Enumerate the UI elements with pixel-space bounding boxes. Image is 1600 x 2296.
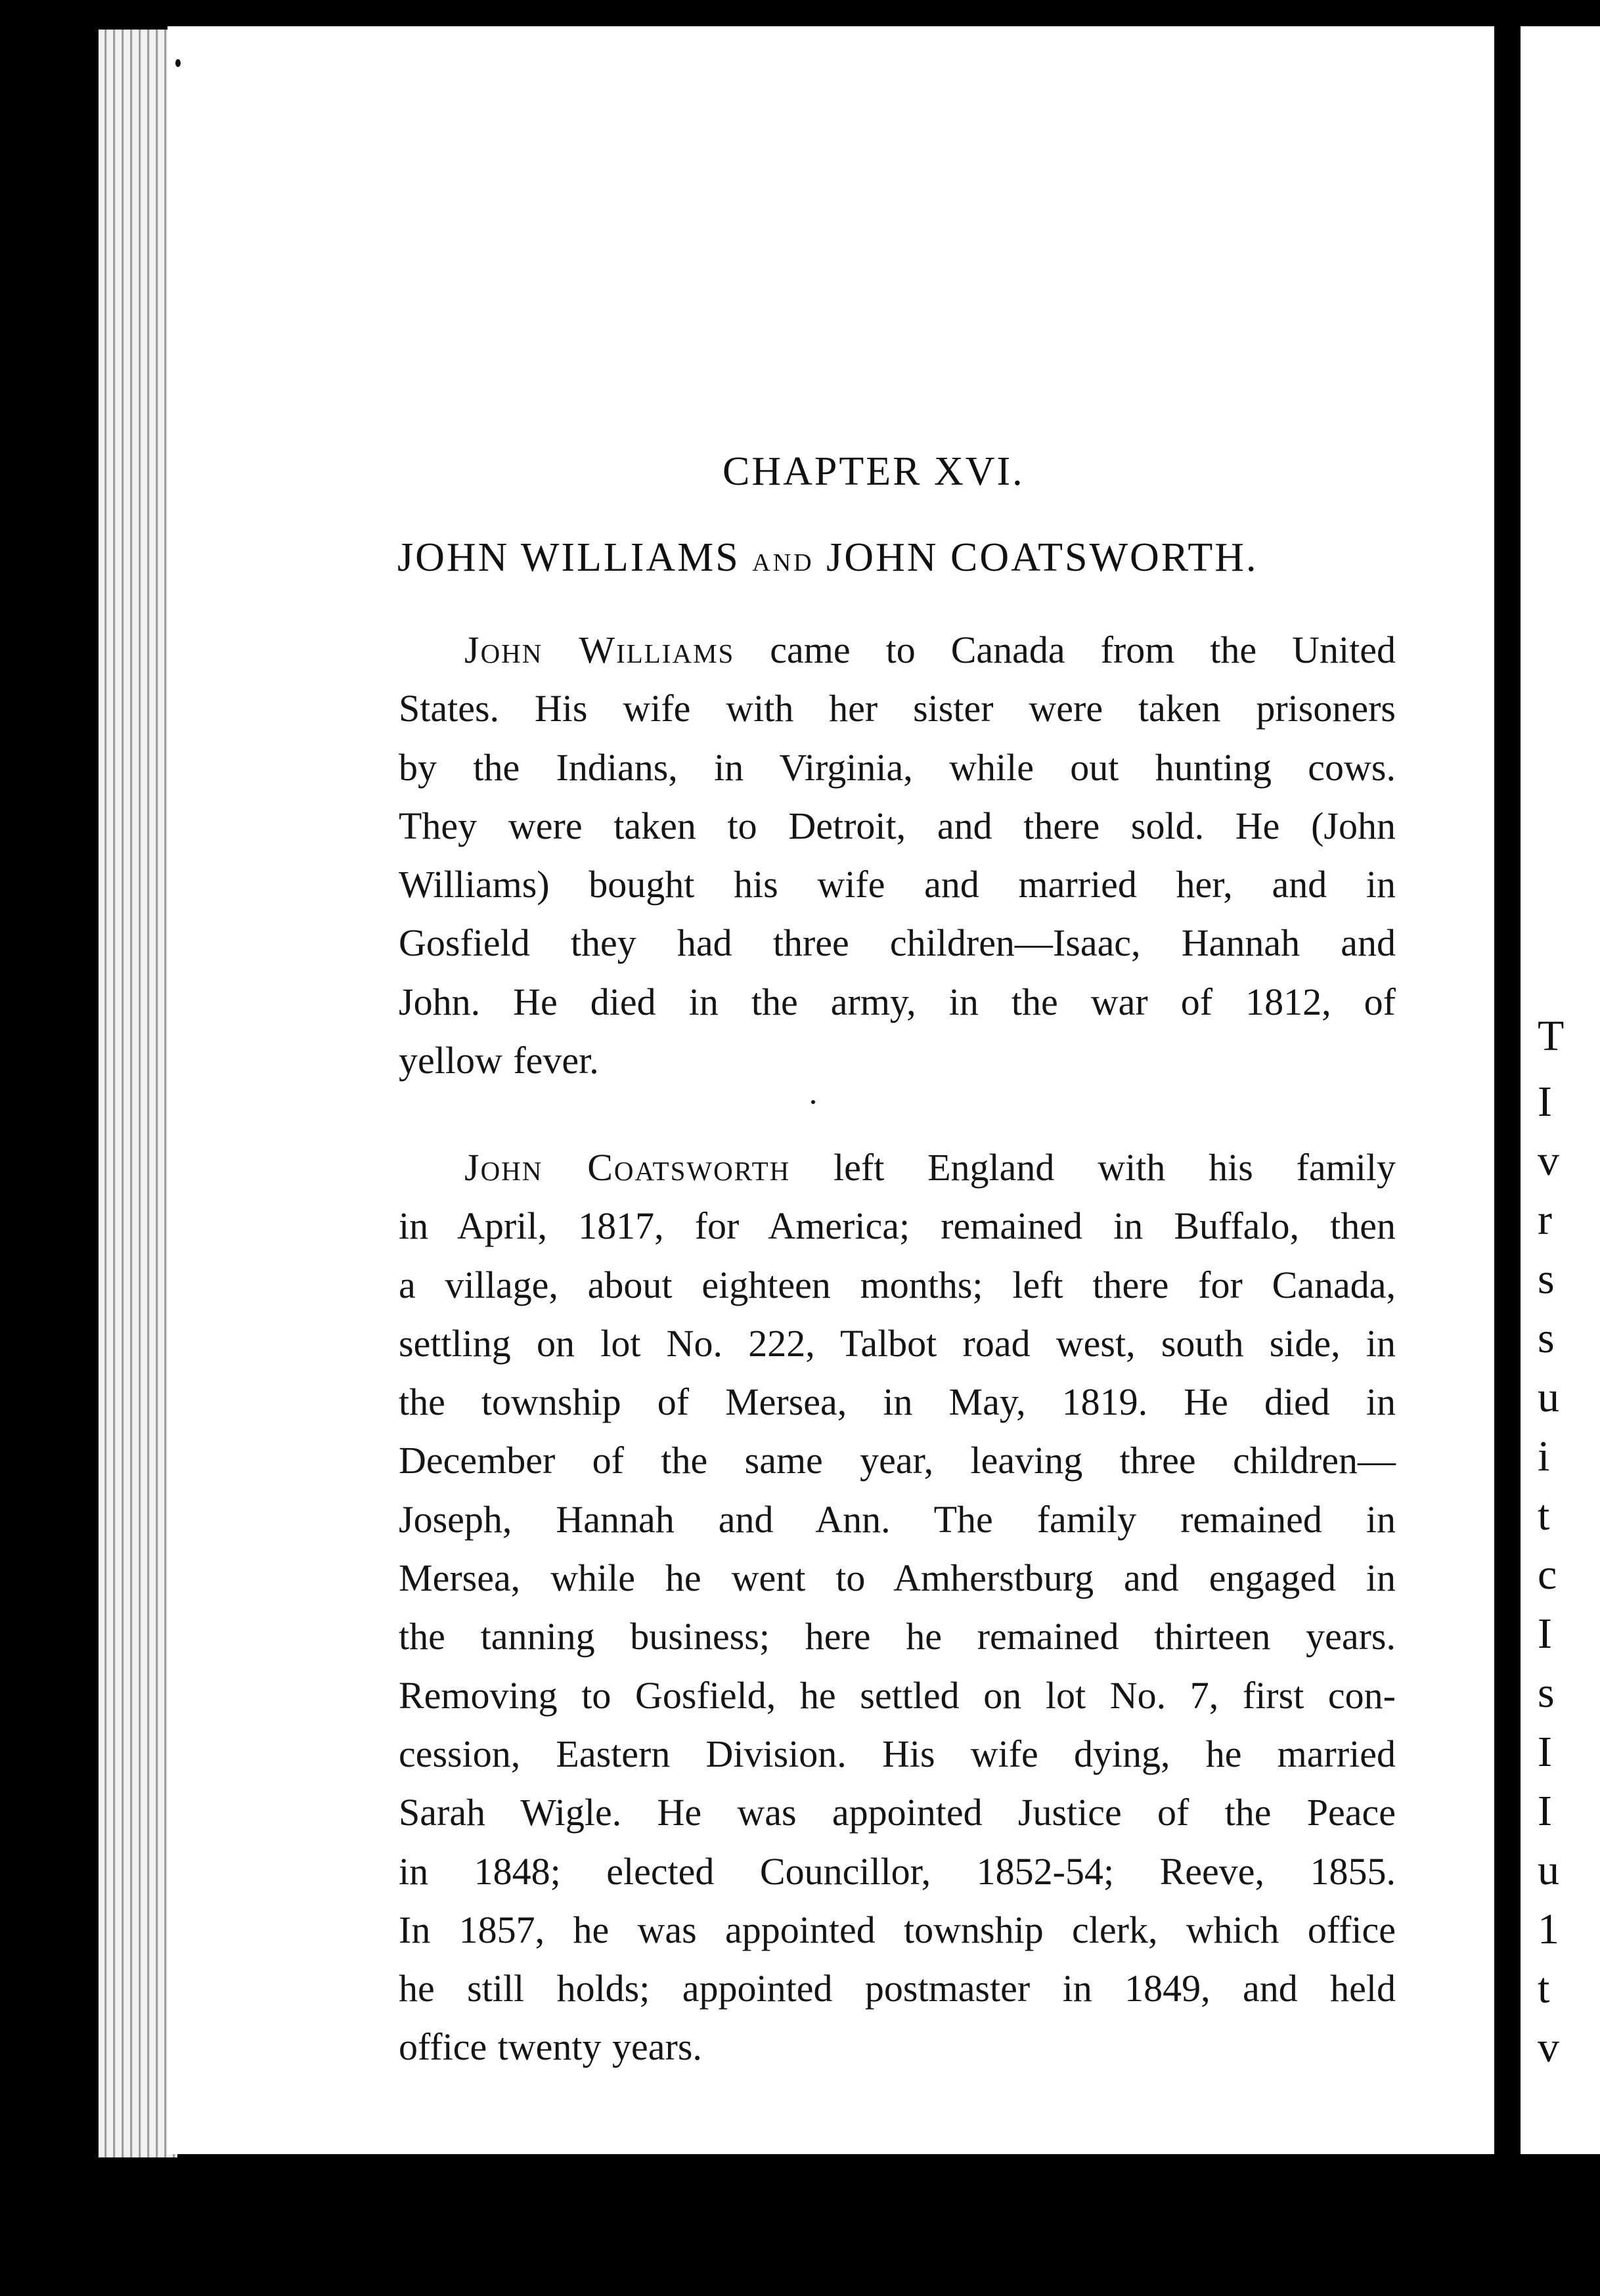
text-line: in 1848; elected Councillor, 1852-54; Reeve, 1855. bbox=[399, 1849, 1396, 1893]
text-line: the township of Mersea, in May, 1819. He died in bbox=[399, 1380, 1396, 1424]
person-name: John Williams bbox=[464, 629, 735, 671]
text-line: States. His wife with her sister were taken prisoners bbox=[399, 687, 1396, 730]
facing-page-letter: I bbox=[1538, 1728, 1552, 1776]
text-line: he still holds; appointed postmaster in 1849, and held bbox=[399, 1967, 1396, 2010]
chapter-heading: CHAPTER XVI. bbox=[722, 449, 1025, 494]
person-name: John Coatsworth bbox=[464, 1146, 791, 1189]
facing-page-letter: v bbox=[1538, 2023, 1559, 2071]
text-line: by the Indians, in Virginia, while out hunting cows. bbox=[399, 745, 1396, 789]
text-line: Williams) bought his wife and married her, and in bbox=[399, 863, 1396, 906]
text-line: John Williams came to Canada from the United bbox=[464, 629, 1396, 671]
paragraph-john-williams bbox=[399, 621, 1396, 1090]
facing-page-letter: r bbox=[1538, 1196, 1552, 1244]
text-line: Removing to Gosfield, he settled on lot No. 7, first con- bbox=[399, 1673, 1396, 1717]
facing-page-letter: I bbox=[1538, 1610, 1552, 1658]
chapter-title bbox=[397, 535, 1258, 581]
facing-page-letter: I bbox=[1538, 1787, 1552, 1835]
text-line: cession, Eastern Division. His wife dying, he married bbox=[399, 1732, 1396, 1775]
text-line: settling on lot No. 222, Talbot road west, south side, in bbox=[399, 1321, 1396, 1365]
text-line: in April, 1817, for America; remained in Buffalo, then bbox=[399, 1204, 1396, 1248]
text-line: Mersea, while he went to Amherstburg and engaged in bbox=[399, 1556, 1396, 1600]
paragraph-john-coatsworth bbox=[399, 1138, 1396, 2077]
text-line: Joseph, Hannah and Ann. The family remained in bbox=[399, 1497, 1396, 1541]
facing-page-letter: c bbox=[1538, 1551, 1557, 1599]
facing-page-letter: 1 bbox=[1538, 1905, 1559, 1953]
title-part-1: JOHN WILLIAMS bbox=[397, 535, 740, 580]
text-line: yellow fever. bbox=[399, 1039, 599, 1082]
facing-page-letter: v bbox=[1538, 1137, 1559, 1185]
ink-speck bbox=[175, 59, 181, 67]
ink-speck bbox=[811, 1100, 815, 1104]
text-line: a village, about eighteen months; left there for Canada, bbox=[399, 1263, 1396, 1306]
facing-page-letter: i bbox=[1538, 1432, 1550, 1480]
page-edges bbox=[99, 30, 177, 2157]
facing-page-letter: u bbox=[1538, 1373, 1559, 1421]
text-line: They were taken to Detroit, and there sold. He (John bbox=[399, 804, 1396, 847]
facing-page-letter: T bbox=[1538, 1012, 1565, 1060]
text-line: Sarah Wigle. He was appointed Justice of the Peace bbox=[399, 1791, 1396, 1834]
facing-page-letter: s bbox=[1538, 1669, 1555, 1717]
page-gutter bbox=[1494, 26, 1521, 2154]
text-line: In 1857, he was appointed township clerk, which office bbox=[399, 1908, 1396, 1951]
text-line: the tanning business; here he remained thirteen years. bbox=[399, 1615, 1396, 1658]
facing-page-edge bbox=[1521, 26, 1600, 2154]
facing-page-letter: s bbox=[1538, 1255, 1555, 1303]
title-part-2: JOHN COATSWORTH. bbox=[826, 535, 1258, 580]
facing-page-letter: u bbox=[1538, 1846, 1559, 1894]
facing-page-letter: s bbox=[1538, 1314, 1555, 1362]
text-line: John Coatsworth left England with his family bbox=[464, 1146, 1396, 1189]
text-line: Gosfield they had three children—Isaac, Hannah and bbox=[399, 921, 1396, 965]
text-line: John. He died in the army, in the war of 1812, of bbox=[399, 980, 1396, 1023]
facing-page-letter: t bbox=[1538, 1491, 1550, 1539]
facing-page-letter: t bbox=[1538, 1964, 1550, 2012]
title-connector: AND bbox=[752, 549, 814, 577]
facing-page-letter: I bbox=[1538, 1078, 1552, 1126]
text-line: office twenty years. bbox=[399, 2025, 702, 2069]
text-line: December of the same year, leaving three children— bbox=[399, 1439, 1396, 1482]
